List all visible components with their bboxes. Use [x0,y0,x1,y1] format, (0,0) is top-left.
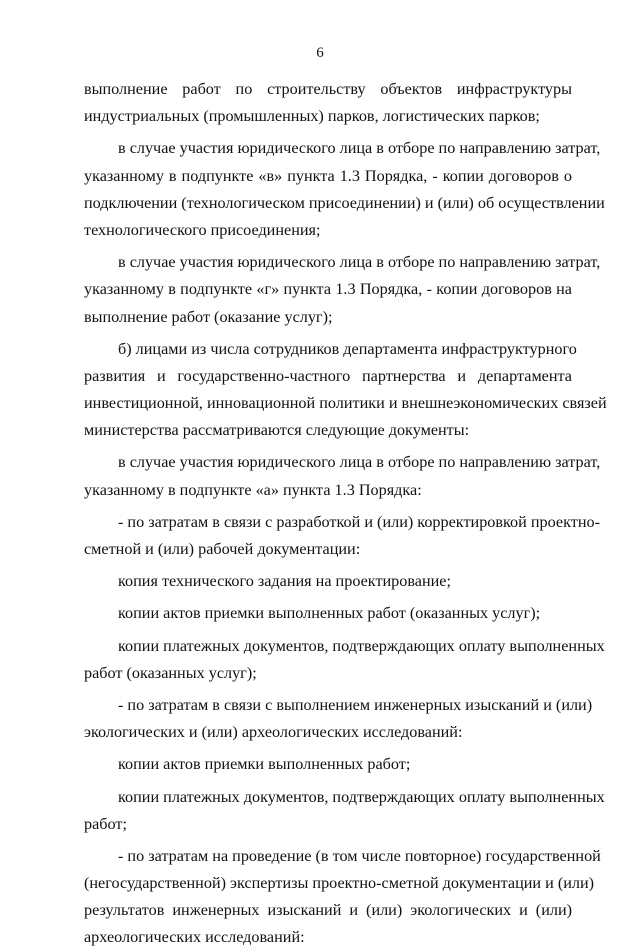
text-line: работ (оказанных услуг); [84,663,257,682]
text-line: копии актов приемки выполненных работ; [118,755,411,774]
text-line: в случае участия юридического лица в отборе по направлению затрат, [118,139,601,158]
text-line: в случае участия юридического лица в отборе по направлению затрат, [118,453,601,472]
text-line: индустриальных (промышленных) парков, логистических парков; [84,107,540,126]
text-line: подключении (технологическом присоединении) и (или) об осуществлении [84,193,605,212]
paragraph [84,249,601,331]
text-line: указанному в подпункте «а» пункта 1.3 Порядка: [84,480,422,499]
text-line: - по затратам в связи с выполнением инженерных изысканий и (или) [118,695,593,714]
document-body [84,76,607,952]
text-line: указанному в подпункте «г» пункта 1.3 Порядка, - копии договоров на [84,280,572,299]
text-line: копии платежных документов, подтверждающих оплату выполненных [118,787,605,806]
paragraph-continuation [84,76,572,130]
text-line: в случае участия юридического лица в отборе по направлению затрат, [118,253,601,272]
text-line: б) лицами из числа сотрудников департамента инфраструктурного [118,339,577,358]
text-line: инвестиционной, инновационной политики и внешнеэкономических связей [84,394,607,413]
paragraph [84,843,601,952]
paragraph [84,633,605,687]
text-line: копия технического задания на проектирование; [118,572,451,591]
text-line: работ; [84,814,127,833]
paragraph [84,692,593,746]
paragraph [84,336,607,445]
text-line: министерства рассматриваются следующие документы: [84,421,470,440]
text-line: выполнение работ (оказание услуг); [84,307,333,326]
text-line: - по затратам в связи с разработкой и (или) корректировкой проектно- [118,512,600,531]
paragraph [84,135,605,244]
text-line: технологического присоединения; [84,220,321,239]
text-line: результатов инженерных изысканий и (или) экологических и (или) [84,901,572,920]
text-line: (негосударственной) экспертизы проектно-сметной документации и (или) [84,874,594,893]
text-line: экологических и (или) археологических исследований: [84,723,463,742]
paragraph [84,568,572,595]
paragraph [84,509,600,563]
text-line: копии платежных документов, подтверждающих оплату выполненных [118,636,605,655]
paragraph [84,449,601,503]
text-line: выполнение работ по строительству объектов инфраструктуры [84,80,572,98]
text-line: развития и государственно-частного партнерства и департамента [84,366,572,385]
text-line: археологических исследований: [84,928,305,947]
paragraph [84,600,572,627]
text-line: - по затратам на проведение (в том числе повторное) государственной [118,846,601,865]
text-line: указанному в подпункте «в» пункта 1.3 Порядка, - копии договоров о [84,166,572,185]
page-number: 6 [316,45,324,61]
paragraph [84,751,572,778]
paragraph [84,784,605,838]
text-line: копии актов приемки выполненных работ (оказанных услуг); [118,604,541,623]
text-line: сметной и (или) рабочей документации: [84,540,361,558]
